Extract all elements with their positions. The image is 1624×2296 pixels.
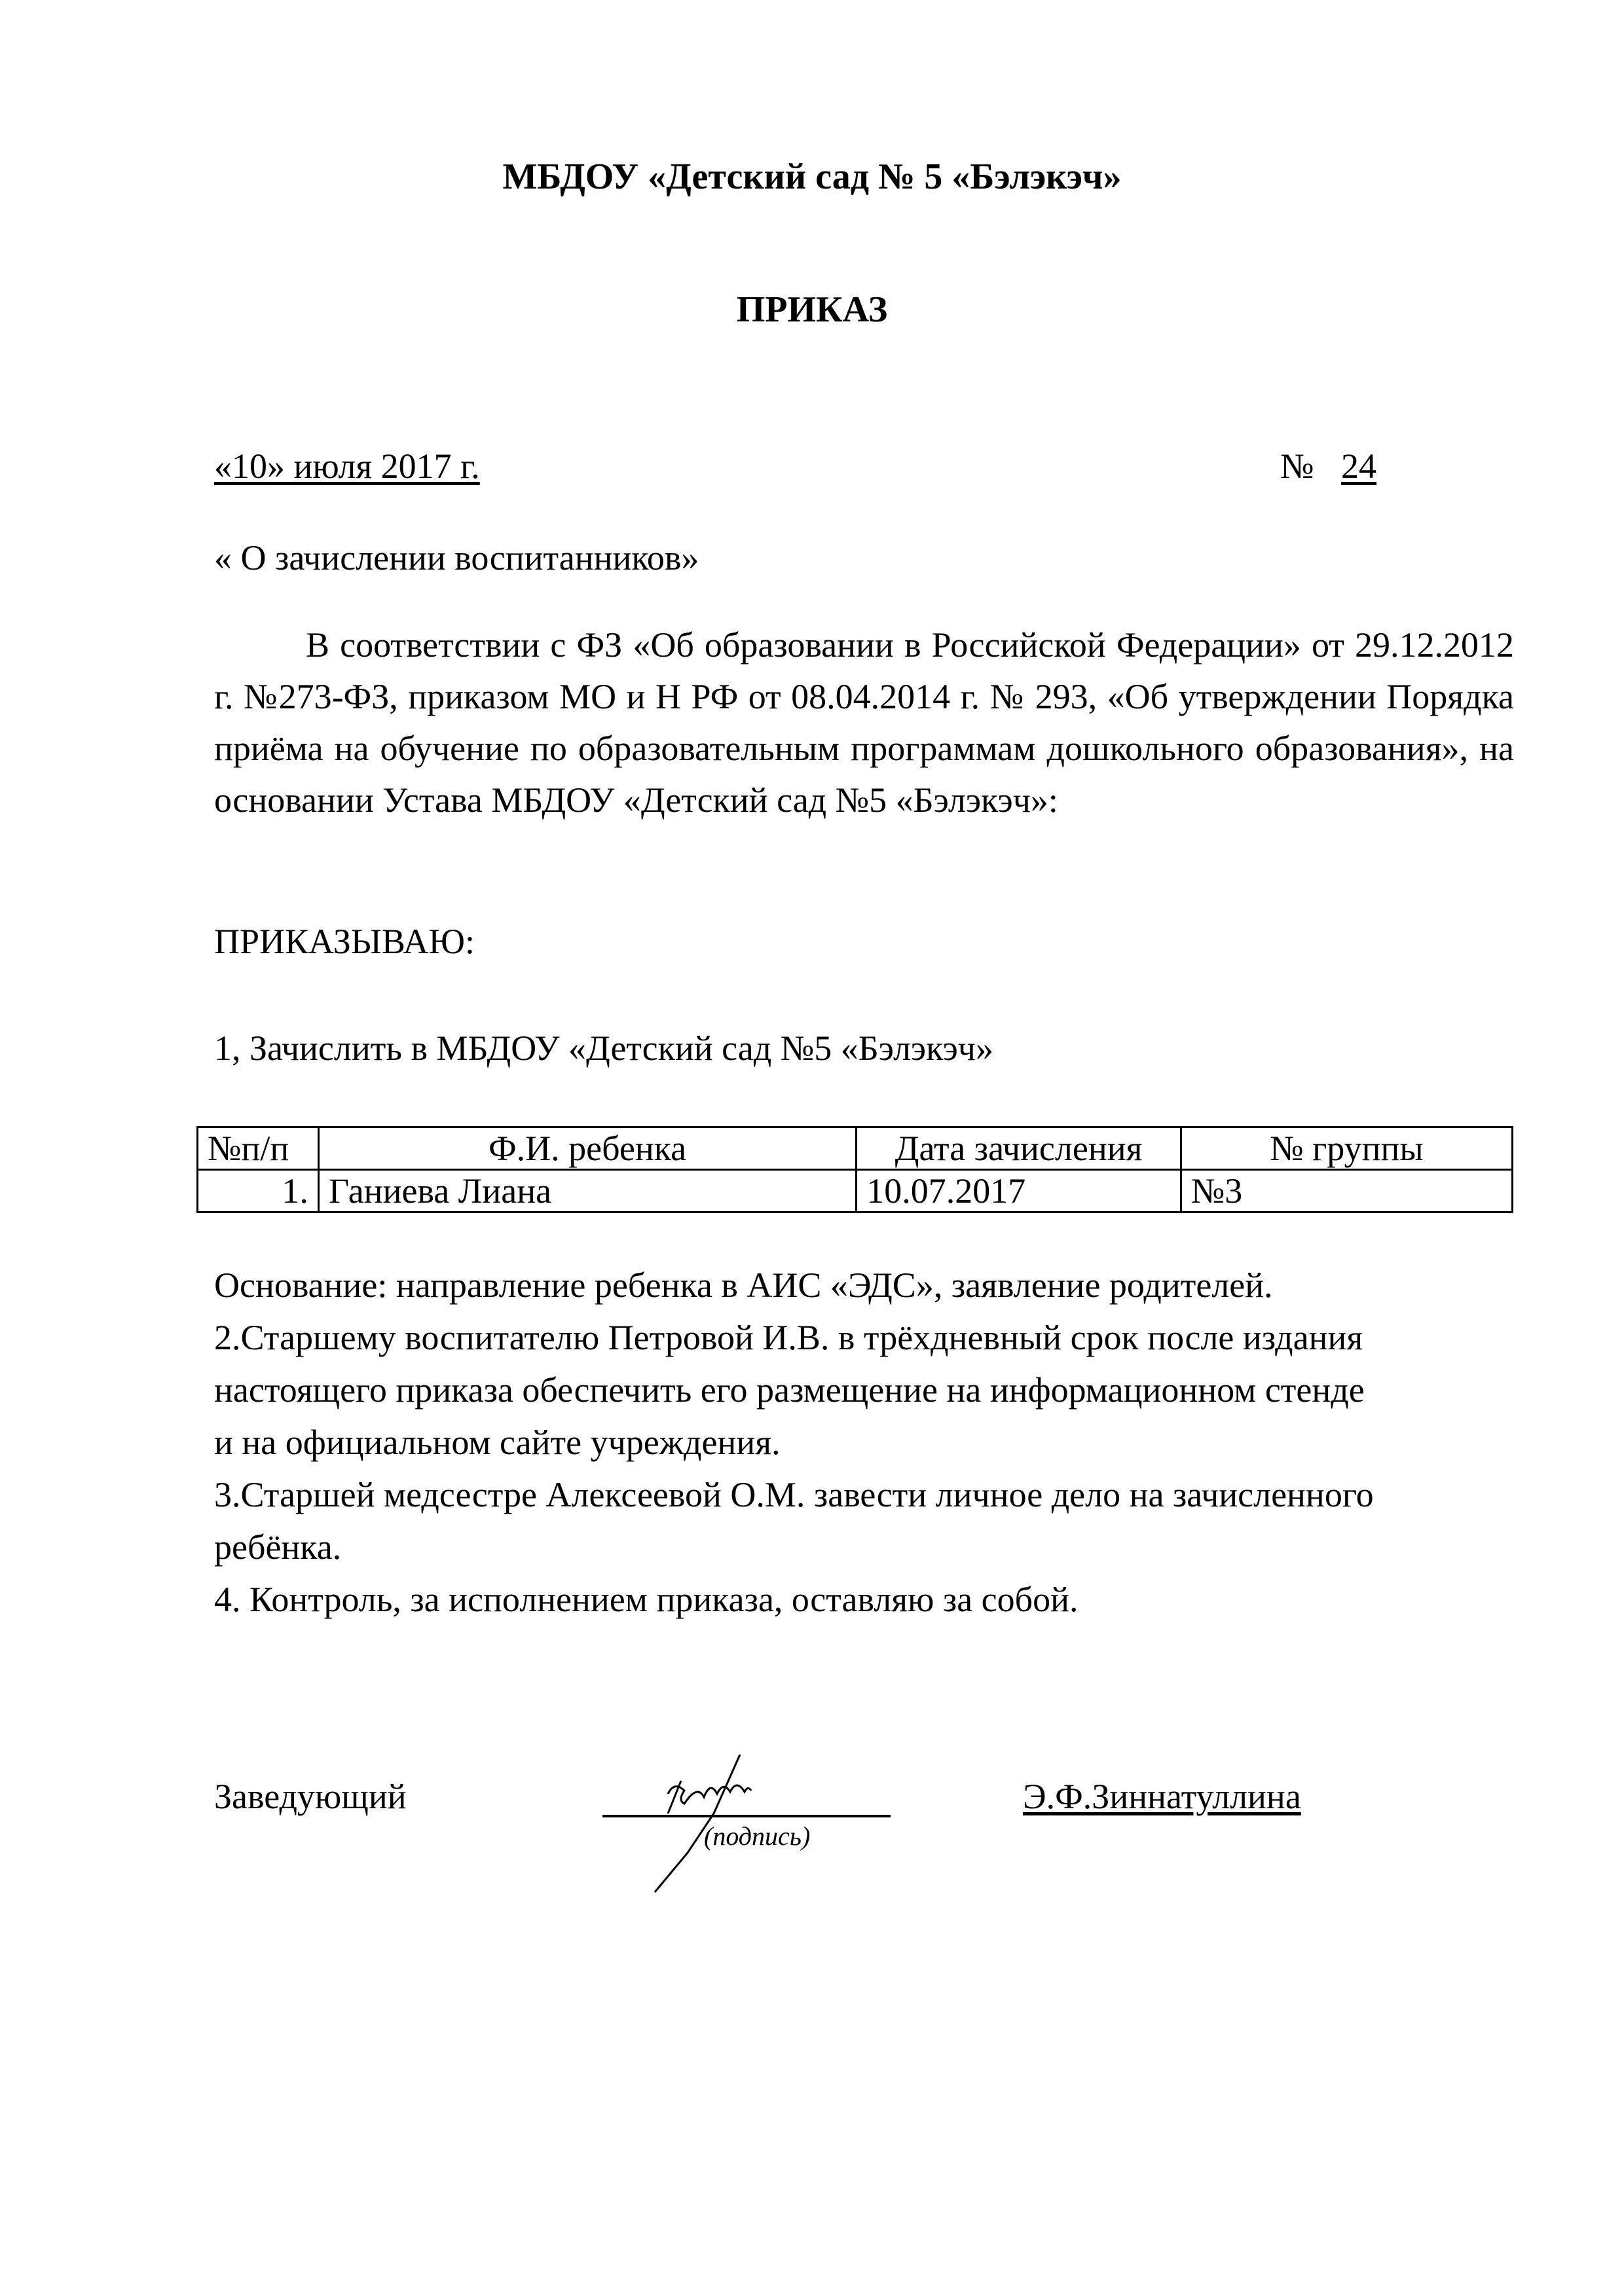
signer-name: Э.Ф.Зиннатуллина (1023, 1777, 1301, 1816)
cell-date: 10.07.2017 (857, 1170, 1181, 1212)
item-3-line-1: 3.Старшей медсестре Алексеевой О.М. завести личное дело на зачисленного (214, 1475, 1374, 1514)
item-2-line-1: 2.Старшему воспитателю Петровой И.В. в трёхдневный срок после издания (214, 1318, 1363, 1357)
order-date: «10» июля 2017 г. (214, 446, 480, 486)
item-2-line-2: настоящего приказа обеспечить его размещение на информационном стенде (214, 1370, 1365, 1410)
order-subject: « О зачислении воспитанников» (214, 538, 699, 577)
enrollment-table (196, 1126, 1513, 1213)
header-group: № группы (1181, 1127, 1512, 1170)
document-type: ПРИКАЗ (736, 289, 888, 330)
signature-caption: (подпись) (704, 1821, 811, 1851)
order-number (1280, 445, 1395, 487)
number-value: 24 (1341, 446, 1377, 486)
cell-number: 1. (198, 1170, 319, 1212)
item-2-line-3: и на официальном сайте учреждения. (214, 1423, 781, 1462)
handwritten-signature (616, 1728, 877, 1905)
header-date: Дата зачисления (857, 1127, 1181, 1170)
order-items (214, 1259, 1524, 1626)
cell-group: №3 (1181, 1170, 1512, 1212)
table-header-row (198, 1127, 1513, 1170)
item-4: 4. Контроль, за исполнением приказа, оставляю за собой. (214, 1580, 1079, 1619)
table-row (198, 1170, 1513, 1212)
signer-position: Заведующий (214, 1777, 407, 1816)
number-label: № (1280, 446, 1314, 486)
preamble-paragraph: В соответствии с ФЗ «Об образовании в Российской Федерации» от 29.12.2012 г. №273-ФЗ, приказом МО и Н РФ от 08.04.2014 г. № 293, «Об утверждении Порядка приёма на обучение по образовательным программам дошкольного образования», на основании Устава МБДОУ «Детский сад №5 «Бэлэкэч»: (214, 625, 1514, 820)
cell-name: Ганиева Лиана (318, 1170, 856, 1212)
header-number: №п/п (198, 1127, 319, 1170)
item-1: 1, Зачислить в МБДОУ «Детский сад №5 «Бэлэкэч» (214, 1029, 993, 1068)
header-name: Ф.И. ребенка (318, 1127, 856, 1170)
item-3-line-2: ребёнка. (214, 1527, 342, 1567)
order-word: ПРИКАЗЫВАЮ: (214, 922, 475, 961)
organization-title: МБДОУ «Детский сад № 5 «Бэлэкэч» (502, 156, 1122, 197)
basis-line: Основание: направление ребенка в АИС «ЭДС», заявление родителей. (214, 1266, 1273, 1305)
